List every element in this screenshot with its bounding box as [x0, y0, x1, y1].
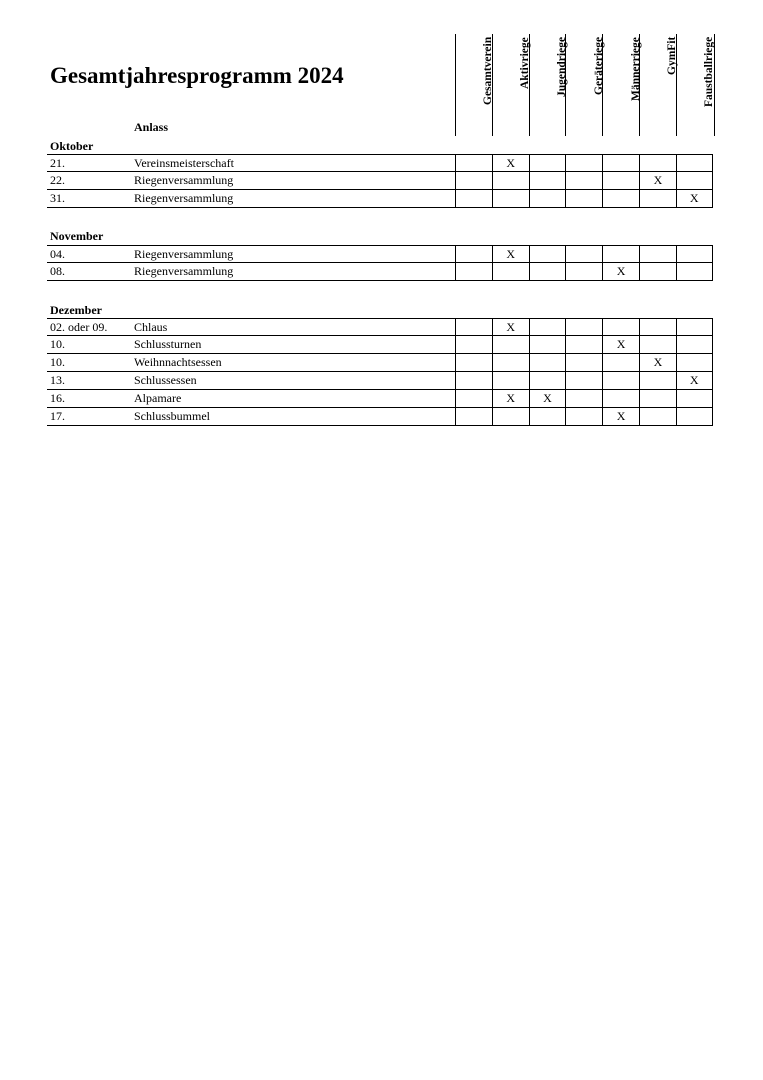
attendance-cell: X — [676, 372, 713, 389]
attendance-cell — [565, 246, 602, 262]
event-date: 13. — [50, 373, 65, 387]
event-name: Vereinsmeisterschaft — [134, 156, 234, 170]
attendance-cell — [639, 336, 676, 353]
attendance-cell — [529, 372, 566, 389]
month-label: Dezember — [50, 303, 102, 317]
event-date: 04. — [50, 247, 65, 261]
attendance-cell — [565, 354, 602, 371]
attendance-cell — [565, 263, 602, 280]
page-title: Gesamtjahresprogramm 2024 — [50, 63, 344, 88]
attendance-cell — [676, 390, 713, 407]
column-header-label: GymFit — [666, 37, 679, 76]
attendance-cell — [639, 319, 676, 335]
attendance-cell — [492, 408, 529, 425]
attendance-cell — [565, 155, 602, 171]
column-header-geräteriege — [565, 34, 603, 136]
column-header-label: Männerriege — [629, 37, 642, 101]
event-name: Riegenversammlung — [134, 264, 234, 278]
event-name: Schlussbummel — [134, 409, 211, 423]
attendance-cell — [602, 319, 639, 335]
event-name: Weihnnachtsessen — [134, 355, 222, 369]
attendance-cell — [529, 190, 566, 207]
column-header-label: Jugendriege — [555, 37, 568, 98]
attendance-cell — [602, 172, 639, 189]
attendance-cell — [639, 408, 676, 425]
attendance-cell — [602, 372, 639, 389]
table-row — [47, 390, 713, 408]
column-header-jugendriege — [529, 34, 567, 136]
attendance-cell — [676, 336, 713, 353]
column-header-aktivriege — [492, 34, 530, 136]
attendance-cell — [529, 246, 566, 262]
attendance-cell: X — [602, 408, 639, 425]
table-row — [47, 372, 713, 390]
attendance-cell — [565, 319, 602, 335]
event-name: Alpamare — [134, 391, 182, 405]
attendance-cell — [529, 319, 566, 335]
event-date: 10. — [50, 355, 65, 369]
attendance-cell — [492, 354, 529, 371]
table-row — [47, 336, 713, 354]
attendance-cell — [676, 408, 713, 425]
event-date: 17. — [50, 409, 65, 423]
attendance-cell — [565, 336, 602, 353]
attendance-cell — [676, 172, 713, 189]
table-row — [47, 154, 713, 172]
attendance-cell — [455, 246, 492, 262]
attendance-cell: X — [639, 354, 676, 371]
attendance-cell — [529, 155, 566, 171]
attendance-cell — [455, 372, 492, 389]
event-date: 21. — [50, 156, 65, 170]
month-label: November — [50, 229, 104, 243]
attendance-cell — [455, 190, 492, 207]
attendance-cell: X — [676, 190, 713, 207]
attendance-cell — [529, 263, 566, 280]
column-header-faustballriege — [676, 34, 715, 136]
attendance-cell — [602, 155, 639, 171]
event-name: Riegenversammlung — [134, 247, 234, 261]
column-header-männerriege — [602, 34, 640, 136]
attendance-cell — [455, 336, 492, 353]
attendance-cell — [676, 155, 713, 171]
attendance-cell — [676, 354, 713, 371]
table-row — [47, 172, 713, 190]
column-header-gymfit — [639, 34, 677, 136]
attendance-cell — [529, 408, 566, 425]
event-date: 31. — [50, 191, 65, 205]
column-header-label: Gesamtverein — [482, 37, 495, 106]
attendance-cell — [602, 190, 639, 207]
attendance-cell — [492, 172, 529, 189]
attendance-cell — [492, 263, 529, 280]
event-name: Riegenversammlung — [134, 191, 234, 205]
attendance-cell — [492, 336, 529, 353]
column-header-label: Faustballriege — [703, 37, 716, 108]
attendance-cell — [565, 172, 602, 189]
event-date: 02. oder 09. — [50, 320, 108, 334]
event-date: 22. — [50, 173, 65, 187]
attendance-cell — [455, 408, 492, 425]
event-name: Chlaus — [134, 320, 168, 334]
attendance-cell — [455, 390, 492, 407]
attendance-cell: X — [529, 390, 566, 407]
attendance-cell — [565, 372, 602, 389]
column-header-gesamtverein — [455, 34, 493, 136]
table-row — [47, 354, 713, 372]
attendance-cell — [455, 172, 492, 189]
attendance-cell — [639, 263, 676, 280]
attendance-cell: X — [639, 172, 676, 189]
attendance-cell — [602, 246, 639, 262]
attendance-cell — [639, 390, 676, 407]
attendance-cell — [602, 390, 639, 407]
event-date: 16. — [50, 391, 65, 405]
table-row — [47, 263, 713, 281]
attendance-cell — [529, 336, 566, 353]
event-name: Riegenversammlung — [134, 173, 234, 187]
attendance-cell — [639, 372, 676, 389]
attendance-cell — [639, 155, 676, 171]
table-row — [47, 318, 713, 336]
attendance-cell — [455, 319, 492, 335]
attendance-cell — [455, 354, 492, 371]
attendance-cell: X — [492, 390, 529, 407]
attendance-cell — [639, 246, 676, 262]
attendance-cell — [676, 319, 713, 335]
attendance-cell: X — [492, 319, 529, 335]
attendance-cell — [676, 263, 713, 280]
attendance-cell — [565, 390, 602, 407]
table-row — [47, 245, 713, 263]
column-header-label: Aktivriege — [519, 37, 532, 89]
column-header-label: Geräteriege — [592, 37, 605, 96]
attendance-cell: X — [492, 246, 529, 262]
attendance-cell — [492, 372, 529, 389]
event-name: Schlussturnen — [134, 337, 202, 351]
attendance-cell: X — [492, 155, 529, 171]
attendance-cell — [455, 263, 492, 280]
attendance-cell — [529, 172, 566, 189]
attendance-cell: X — [602, 263, 639, 280]
event-date: 08. — [50, 264, 65, 278]
anlass-header: Anlass — [134, 120, 169, 134]
attendance-cell — [492, 190, 529, 207]
table-row — [47, 408, 713, 426]
month-label: Oktober — [50, 139, 94, 153]
attendance-cell — [676, 246, 713, 262]
event-name: Schlussessen — [134, 373, 197, 387]
attendance-cell — [565, 190, 602, 207]
table-row — [47, 190, 713, 208]
attendance-cell — [639, 190, 676, 207]
attendance-cell — [565, 408, 602, 425]
attendance-cell — [602, 354, 639, 371]
attendance-cell: X — [602, 336, 639, 353]
event-date: 10. — [50, 337, 65, 351]
attendance-cell — [455, 155, 492, 171]
attendance-cell — [529, 354, 566, 371]
